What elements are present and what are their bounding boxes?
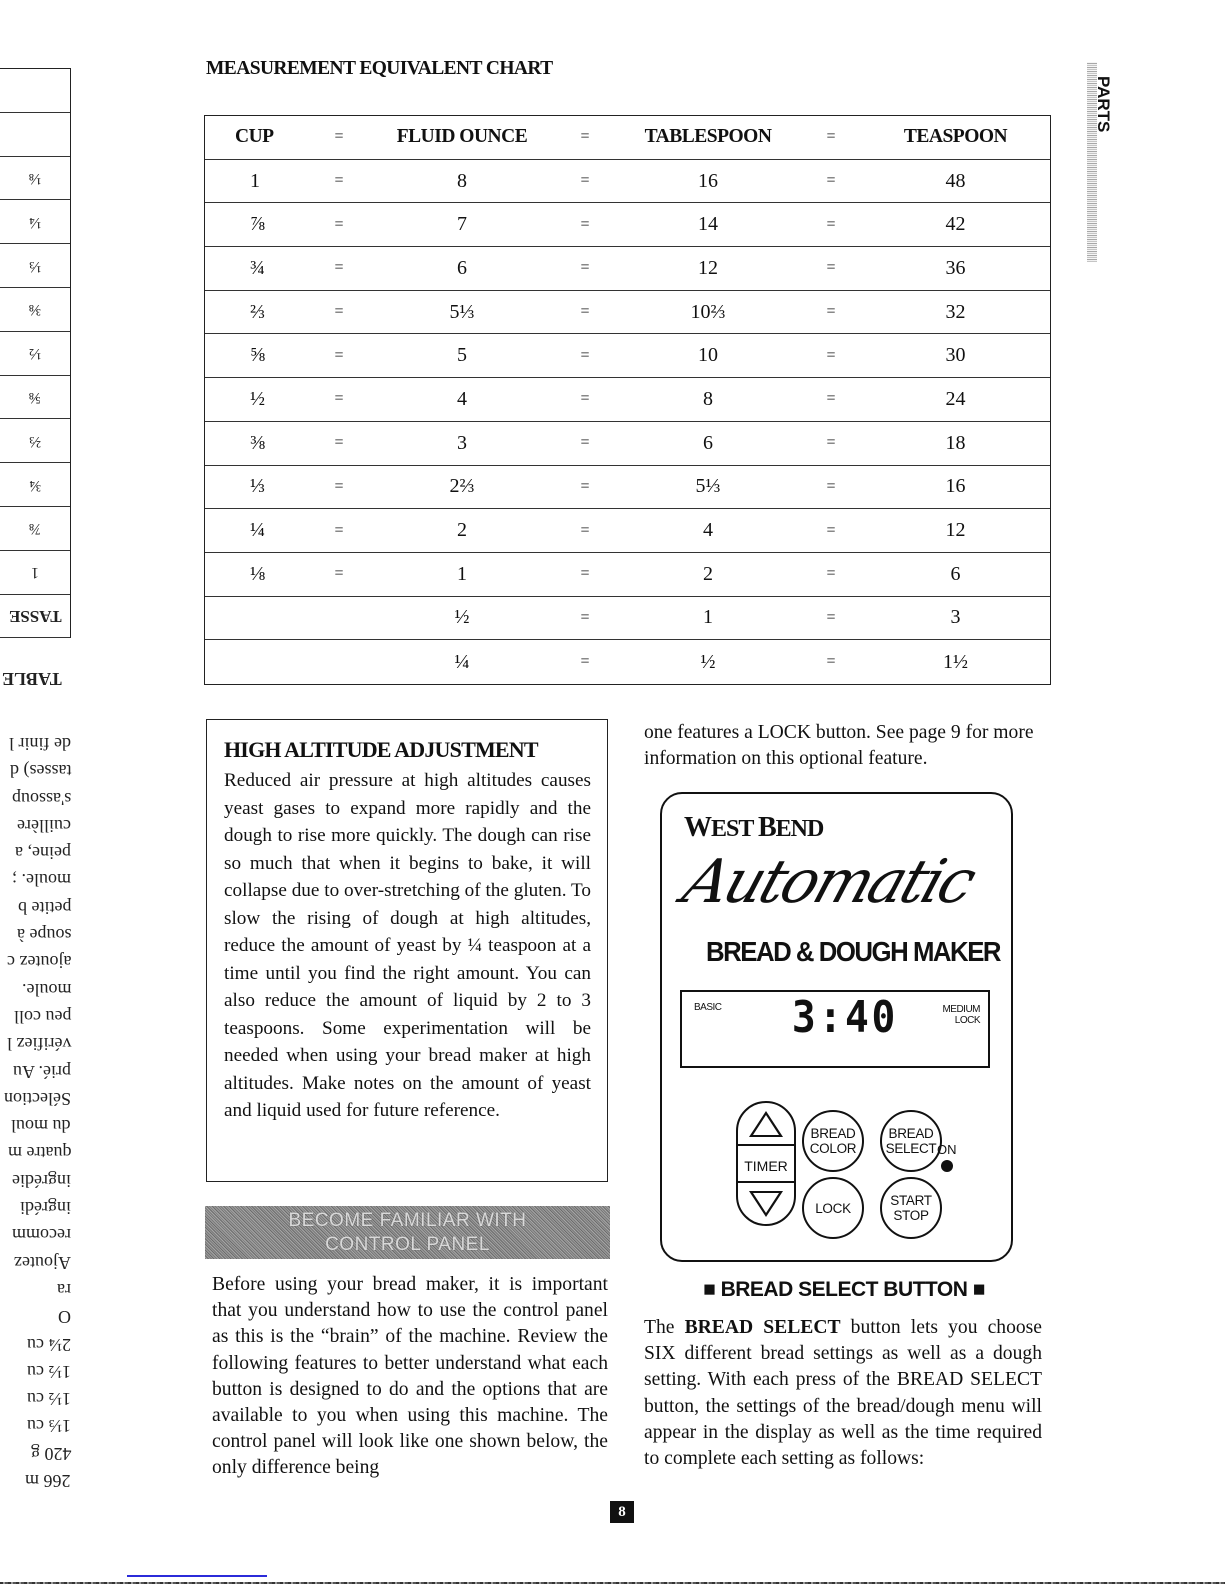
bleed-text: quatre m [7, 1143, 71, 1164]
button-label: STOP [893, 1208, 929, 1223]
cell-teaspoon: 1½ [943, 650, 968, 673]
intro-continued: one features a LOCK button. See page 9 for more information on this optional feature. [644, 722, 1034, 770]
table-row [205, 203, 1050, 247]
equals-sign: = [826, 608, 836, 626]
bleed-line [0, 1443, 75, 1470]
bleed-text: moule. ; [12, 870, 71, 891]
bleed-text: 266 m [25, 1471, 71, 1492]
cell-tablespoon: 12 [698, 256, 718, 279]
cell-teaspoon: 16 [945, 475, 966, 498]
lock-button[interactable] [802, 1177, 864, 1239]
bleed-cell: ⅛ [29, 169, 41, 187]
equals-sign: = [580, 128, 590, 146]
bleed-line [0, 1306, 75, 1333]
bleed-line [0, 1197, 75, 1224]
cell-tablespoon: 10⅔ [690, 300, 726, 323]
bleed-cell: TASSE [8, 606, 62, 626]
bleed-row [0, 69, 70, 113]
bleed-row [0, 507, 70, 551]
chart-title: MEASUREMENT EQUIVALENT CHART [206, 58, 553, 79]
bleed-line [0, 1061, 75, 1088]
bleed-line [0, 1115, 75, 1142]
intro-paragraph: Before using your bread maker, it is important that you understand how to use the control panel as this is the “brain” of the machine. Review the following features to better understand what each button is designed to do and the options that are available to you when using this machine. The control panel will look like one shown below, the only difference being [212, 1274, 608, 1479]
table-row [205, 291, 1050, 335]
cell-cup: ¼ [250, 519, 265, 542]
bleed-cell: ¼ [29, 213, 41, 231]
lcd-mode: BASIC [694, 1002, 722, 1013]
bleed-cell: 1 [31, 564, 39, 582]
bleed-text: ingrédie [12, 1170, 71, 1191]
body-text: button lets you choose SIX different bread settings as well as a dough setting. With each press of the BREAD SELECT button, the settings of the bread/dough menu will appear in the display as well as the time required to complete each setting as follows: [644, 1317, 1042, 1470]
high-altitude-title: HIGH ALTITUDE ADJUSTMENT [224, 737, 538, 762]
equals-sign: = [580, 390, 590, 408]
cell-teaspoon: 48 [945, 169, 966, 192]
equals-sign: = [334, 434, 344, 452]
equals-sign: = [580, 653, 590, 671]
bleed-text: O [58, 1307, 71, 1328]
bleed-line [0, 733, 75, 760]
equals-sign: = [826, 477, 836, 495]
bleed-caption: TABLE [2, 669, 62, 689]
footer-rule [0, 1582, 1225, 1584]
cell-tablespoon: 14 [698, 213, 718, 236]
script-automatic: Automatic [674, 847, 983, 917]
cell-fluid-ounce: 2⅔ [449, 475, 475, 498]
equals-sign: = [580, 215, 590, 233]
button-label: BREAD [810, 1126, 856, 1141]
bread-select-button[interactable] [880, 1110, 942, 1172]
bleed-cell: ¾ [29, 476, 41, 494]
button-label: BREAD [888, 1126, 934, 1141]
bleed-text: prié. Au [13, 1061, 71, 1082]
bleed-line [0, 788, 75, 815]
equals-sign: = [580, 434, 590, 452]
bleed-line [0, 951, 75, 978]
bleed-text: peine, a [15, 843, 71, 864]
bleed-text: ingrédi [20, 1198, 71, 1219]
cell-tablespoon: ½ [700, 650, 716, 673]
bleed-cell: ⅝ [29, 388, 41, 406]
cell-cup: ¾ [250, 256, 265, 279]
bleed-row [0, 419, 70, 463]
bleed-line [0, 979, 75, 1006]
table-row [205, 466, 1050, 510]
table-row [205, 422, 1050, 466]
cell-cup: ⅝ [250, 344, 265, 367]
bleed-row [0, 288, 70, 332]
cell-tablespoon: 10 [698, 344, 718, 367]
equals-sign: = [826, 434, 836, 452]
equals-sign: = [334, 303, 344, 321]
lcd-status [942, 1004, 980, 1026]
bleed-row [0, 113, 70, 157]
bleed-text: du moul [11, 1116, 71, 1137]
bread-select-heading: ■ BREAD SELECT BUTTON ■ [703, 1278, 985, 1301]
equals-sign: = [580, 259, 590, 277]
bleed-text: de finir l [9, 734, 71, 754]
equals-sign: = [580, 477, 590, 495]
bleed-line [0, 1279, 75, 1306]
bleed-text: Sélection [4, 1088, 71, 1109]
high-altitude-body: Reduced air pressure at high altitudes causes yeast gases to expand more rapidly and the dough to rise more quickly. The dough can rise so much that when it begins to bake, it will collapse due to over-stretching of the gluten. To slow the rising of dough at high altitudes, reduce the amount of yeast by ¼ teaspoon at a time until you find the right amount. You can also reduce the amount of liquid by 2 to 3 teaspoons. Some experimentation will be needed when using your bread maker at high altitudes. Make notes on the amount of yeast and liquid used for future reference. [224, 770, 591, 1121]
header-fluid-ounce: FLUID OUNCE [396, 126, 528, 148]
timer-down-button[interactable] [738, 1181, 794, 1224]
bleed-text: 1⅓ cu [27, 1416, 71, 1437]
cell-tablespoon: 8 [703, 387, 713, 410]
bleed-row [0, 244, 70, 288]
button-label: START [890, 1193, 932, 1208]
bleed-text: recomm [12, 1225, 71, 1246]
equals-sign: = [334, 215, 344, 233]
bleed-row [0, 200, 70, 244]
equals-sign: = [826, 128, 836, 146]
footer-link-underline[interactable] [127, 1575, 267, 1577]
bleed-line [0, 924, 75, 951]
bleed-line [0, 842, 75, 869]
cell-cup: ⅔ [250, 300, 265, 323]
brand-initial: B [757, 812, 776, 843]
bleed-text: ajoutez c [6, 952, 71, 973]
cell-fluid-ounce: 8 [457, 169, 467, 192]
bleed-line [0, 1033, 75, 1060]
header-cup: CUP [235, 126, 274, 148]
cell-tablespoon: 2 [703, 562, 713, 585]
cell-tablespoon: 1 [703, 606, 713, 629]
bleed-text: tasses) d [9, 761, 71, 782]
bread-select-body [644, 1315, 1042, 1472]
equals-sign: = [826, 346, 836, 364]
equals-sign: = [826, 565, 836, 583]
bleed-through-table [0, 68, 71, 638]
table-row [205, 597, 1050, 641]
equals-sign: = [334, 390, 344, 408]
bleed-cell: ⅜ [29, 301, 41, 319]
bleed-text: 420 g [30, 1443, 71, 1464]
cell-teaspoon: 42 [945, 213, 966, 236]
cell-fluid-ounce: 4 [457, 387, 467, 410]
lcd-time: 3:40 [791, 992, 899, 1043]
bleed-cell: ⅓ [29, 257, 41, 275]
bleed-text: vérifiez l [6, 1034, 71, 1055]
button-label: SELECT [885, 1141, 937, 1156]
bleed-text: s'assoup [11, 788, 71, 809]
table-row [205, 553, 1050, 597]
equals-sign: = [334, 521, 344, 539]
cell-tablespoon: 6 [703, 431, 713, 454]
cell-cup: ½ [250, 387, 265, 410]
bleed-line [0, 1415, 75, 1442]
bleed-line [0, 1470, 75, 1497]
bleed-cell: ⅔ [29, 432, 41, 450]
page-number: 8 [610, 1501, 634, 1523]
brand-text: EST [711, 816, 758, 842]
bleed-line [0, 1142, 75, 1169]
cell-teaspoon: 30 [945, 344, 966, 367]
brand-text: END [775, 816, 824, 842]
triangle-up-icon [749, 1111, 783, 1137]
bleed-text: ra [57, 1279, 71, 1300]
bleed-line [0, 1006, 75, 1033]
equals-sign: = [580, 346, 590, 364]
cell-fluid-ounce: ½ [454, 606, 470, 629]
bleed-text: soupe à [16, 925, 71, 946]
cell-fluid-ounce: 5⅓ [449, 300, 475, 323]
equals-sign: = [334, 346, 344, 364]
bleed-line [0, 1224, 75, 1251]
button-label: LOCK [815, 1200, 851, 1216]
bleed-cell: ⅞ [29, 520, 41, 538]
table-row [205, 640, 1050, 684]
cell-teaspoon: 12 [945, 519, 966, 542]
section-banner [205, 1206, 610, 1259]
bleed-text-lines [0, 733, 75, 1497]
on-indicator-label: ON [937, 1142, 957, 1157]
cell-fluid-ounce: 5 [457, 344, 467, 367]
bleed-text: 1½ cu [27, 1361, 71, 1382]
bleed-line [0, 1252, 75, 1279]
cell-cup: ⅜ [250, 431, 265, 454]
equals-sign: = [334, 477, 344, 495]
side-tab-parts: PARTS [1094, 76, 1113, 133]
timer-rocker [736, 1101, 796, 1226]
banner-line-2: CONTROL PANEL [325, 1233, 490, 1255]
equals-sign: = [334, 259, 344, 277]
cell-teaspoon: 6 [950, 562, 961, 585]
equals-sign: = [580, 172, 590, 190]
cell-teaspoon: 18 [945, 431, 966, 454]
bleed-line [0, 1334, 75, 1361]
cell-fluid-ounce: 3 [457, 431, 467, 454]
timer-up-button[interactable] [738, 1103, 794, 1146]
bleed-line [0, 869, 75, 896]
header-tablespoon: TABLESPOON [644, 126, 772, 148]
bleed-line [0, 1170, 75, 1197]
table-row [205, 160, 1050, 204]
equals-sign: = [580, 303, 590, 321]
cell-cup: ⅞ [250, 213, 265, 236]
bleed-row [0, 376, 70, 420]
bleed-line [0, 760, 75, 787]
cell-fluid-ounce: 6 [457, 256, 467, 279]
bleed-text: Ajoutez [14, 1252, 71, 1273]
cell-tablespoon: 16 [698, 169, 718, 192]
equals-sign: = [826, 172, 836, 190]
equals-sign: = [580, 521, 590, 539]
bleed-row [0, 595, 70, 639]
cell-fluid-ounce: ¼ [454, 650, 470, 673]
equals-sign: = [826, 390, 836, 408]
cell-cup: ⅓ [250, 475, 265, 498]
button-label: COLOR [809, 1141, 857, 1156]
brand-initial: W [684, 812, 711, 843]
cell-fluid-ounce: 1 [457, 562, 467, 585]
lcd-display [680, 990, 990, 1068]
equals-sign: = [826, 259, 836, 277]
table-row [205, 247, 1050, 291]
lcd-color: MEDIUM [942, 1004, 980, 1015]
equals-sign: = [826, 653, 836, 671]
bleed-cell: ½ [29, 345, 41, 363]
equals-sign: = [826, 303, 836, 321]
header-teaspoon: TEASPOON [903, 126, 1008, 148]
bleed-line [0, 1088, 75, 1115]
triangle-down-icon [749, 1191, 783, 1217]
equals-sign: = [334, 172, 344, 190]
banner-line-1: BECOME FAMILIAR WITH [288, 1209, 527, 1231]
bleed-text: peu coll [13, 1006, 71, 1027]
product-name: BREAD & DOUGH MAKER [706, 936, 1001, 967]
table-row [205, 509, 1050, 553]
bleed-row [0, 463, 70, 507]
equals-sign: = [580, 565, 590, 583]
high-altitude-box [206, 719, 608, 1182]
bread-color-button[interactable] [802, 1110, 864, 1172]
cell-tablespoon: 4 [703, 519, 713, 542]
bleed-text: petite b [17, 897, 71, 918]
cell-fluid-ounce: 7 [457, 213, 467, 236]
cell-cup: ⅛ [250, 562, 265, 585]
cell-cup: 1 [250, 169, 260, 192]
start-stop-button[interactable] [880, 1177, 942, 1239]
bleed-row [0, 551, 70, 595]
body-text: The [644, 1317, 685, 1338]
bleed-line [0, 1388, 75, 1415]
bleed-row [0, 157, 70, 201]
table-row [205, 378, 1050, 422]
brand-logo [684, 812, 823, 844]
bleed-text: 1½ cu [27, 1389, 71, 1410]
equals-sign: = [334, 565, 344, 583]
equals-sign: = [826, 215, 836, 233]
equals-sign: = [826, 521, 836, 539]
table-row [205, 334, 1050, 378]
timer-label: TIMER [744, 1158, 788, 1174]
bleed-text: moule. [21, 979, 71, 1000]
bleed-line [0, 1361, 75, 1388]
cell-teaspoon: 24 [945, 387, 966, 410]
table-header-row [205, 116, 1050, 160]
cell-teaspoon: 36 [945, 256, 966, 279]
cell-teaspoon: 3 [950, 606, 961, 629]
bleed-line [0, 897, 75, 924]
equals-sign: = [580, 608, 590, 626]
on-indicator-led-icon [941, 1160, 953, 1172]
cell-fluid-ounce: 2 [457, 519, 467, 542]
equals-sign: = [334, 128, 344, 146]
bleed-row [0, 332, 70, 376]
bold-term: BREAD SELECT [684, 1317, 841, 1338]
measurement-table [204, 115, 1051, 685]
bleed-text: cuillère [17, 815, 71, 836]
cell-tablespoon: 5⅓ [695, 475, 721, 498]
lcd-lock: LOCK [954, 1015, 980, 1026]
bleed-text: 2¼ cu [27, 1334, 71, 1355]
cell-teaspoon: 32 [945, 300, 966, 323]
bleed-line [0, 815, 75, 842]
